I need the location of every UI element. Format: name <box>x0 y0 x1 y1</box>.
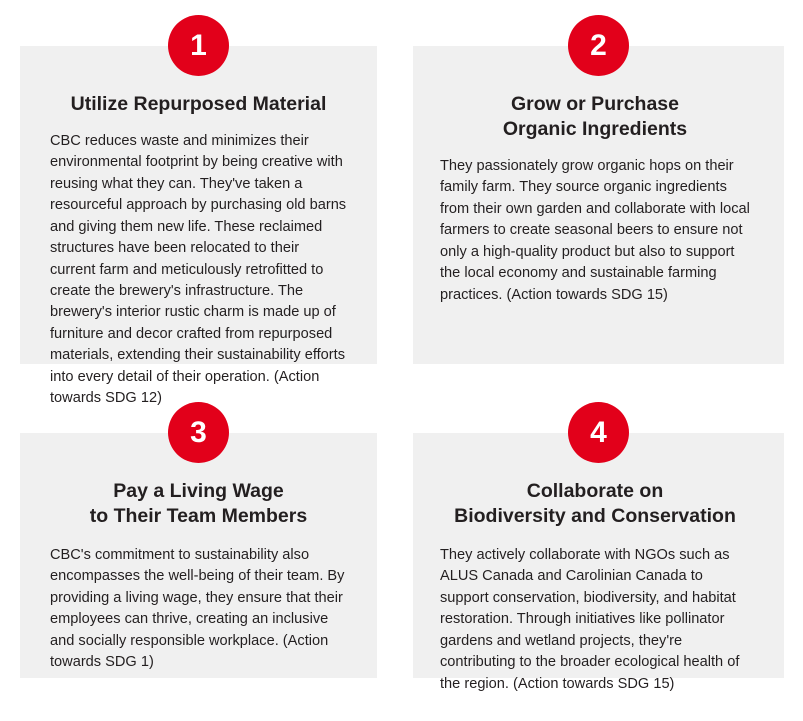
card-body: CBC reduces waste and minimizes their environmental footprint by being creative with reusing what they can. They've taken a resourceful approach by purchasing old barns and giving them new life. These reclaimed structures have been relocated to their current farm and meticulously retrofitted to create the brewery's infrastructure. The brewery's interior rustic charm is made up of furniture and decor crafted from repurposed materials, extending their sustainability efforts into every detail of their operation. (Action towards SDG 12) <box>50 132 347 407</box>
card-title <box>440 92 750 142</box>
card-title-line-2: Biodiversity and Conservation <box>454 504 736 527</box>
card-title-line-1: Grow or Purchase <box>511 93 679 115</box>
card-content <box>413 46 784 326</box>
card-content <box>413 433 784 715</box>
card-title-line-2: Organic Ingredients <box>502 117 688 140</box>
card-pay-a-living-wage <box>20 433 377 678</box>
card-content <box>20 433 377 694</box>
card-collaborate-on-biodiversity <box>413 433 784 692</box>
card-title <box>440 479 750 529</box>
card-body: They actively collaborate with NGOs such as ALUS Canada and Carolinian Canada to support conservation, biodiversity, and habitat restoration. Through initiatives like pollinator gardens and wetland projects, they're contributing to the broader ecological health of the region. (Action towards SDG 15) <box>440 546 740 692</box>
card-number-badge-3: 3 <box>168 402 229 463</box>
card-utilize-repurposed-material <box>20 46 377 407</box>
card-title-line-1: Pay a Living Wage <box>113 480 284 502</box>
card-title-line-2: to Their Team Members <box>89 504 308 527</box>
card-content <box>20 46 377 430</box>
card-number-badge-1: 1 <box>168 15 229 76</box>
card-title <box>50 479 347 529</box>
card-number-badge-4: 4 <box>568 402 629 463</box>
card-body: They passionately grow organic hops on their family farm. They source organic ingredients from their own garden and collaborate with local farmers to create seasonal beers to ensure not only a high-quality product but also to support the local economy and sustainable farming practices. (Action towards SDG 15) <box>440 157 750 303</box>
card-grow-or-purchase-organic-ingredients <box>413 46 784 364</box>
card-number-badge-2: 2 <box>568 15 629 76</box>
card-title-line-1: Collaborate on <box>526 480 664 502</box>
card-title: Utilize Repurposed Material <box>70 93 327 115</box>
card-body: CBC's commitment to sustainability also encompasses the well-being of their team. By providing a living wage, they ensure that their employees can thrive, creating an inclusive and socially responsible workplace. (Action towards SDG 1) <box>50 546 345 671</box>
